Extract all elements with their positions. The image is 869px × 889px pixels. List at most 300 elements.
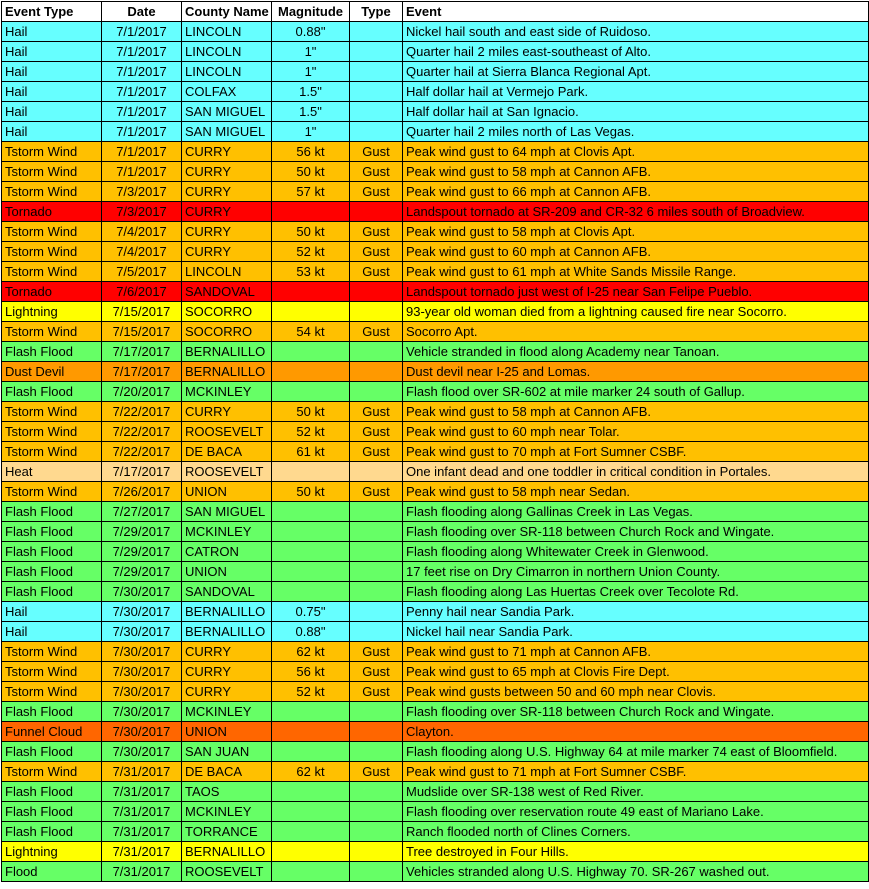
event-type-cell: Hail [2,102,102,122]
table-row [2,702,869,722]
county-cell: CURRY [182,242,272,262]
magnitude-cell: 1" [272,122,350,142]
date-cell: 7/30/2017 [102,742,182,762]
county-cell: TAOS [182,782,272,802]
table-row [2,402,869,422]
county-cell: LINCOLN [182,22,272,42]
magnitude-cell [272,542,350,562]
table-row [2,582,869,602]
type-cell [350,822,403,842]
magnitude-cell: 50 kt [272,402,350,422]
event-description-cell: Peak wind gust to 71 mph at Cannon AFB. [403,642,869,662]
event-description-cell: Vehicles stranded along U.S. Highway 70. SR-267 washed out. [403,862,869,882]
date-cell: 7/1/2017 [102,42,182,62]
table-row [2,442,869,462]
table-row [2,262,869,282]
date-cell: 7/1/2017 [102,162,182,182]
county-cell: CURRY [182,182,272,202]
table-header [2,2,869,22]
event-type-cell: Flash Flood [2,802,102,822]
event-description-cell: Peak wind gusts between 50 and 60 mph near Clovis. [403,682,869,702]
event-type-cell: Heat [2,462,102,482]
type-cell [350,282,403,302]
date-cell: 7/31/2017 [102,862,182,882]
event-description-cell: Mudslide over SR-138 west of Red River. [403,782,869,802]
table-row [2,382,869,402]
event-type-cell: Lightning [2,842,102,862]
magnitude-cell: 50 kt [272,162,350,182]
magnitude-cell: 1" [272,42,350,62]
date-cell: 7/4/2017 [102,222,182,242]
date-cell: 7/31/2017 [102,842,182,862]
table-row [2,182,869,202]
table-row [2,82,869,102]
county-cell: UNION [182,722,272,742]
event-type-cell: Flash Flood [2,702,102,722]
type-cell [350,82,403,102]
county-cell: LINCOLN [182,62,272,82]
type-cell [350,342,403,362]
type-cell [350,202,403,222]
county-cell: COLFAX [182,82,272,102]
date-cell: 7/30/2017 [102,622,182,642]
county-cell: BERNALILLO [182,602,272,622]
event-description-cell: Quarter hail 2 miles east-southeast of Alto. [403,42,869,62]
county-cell: SANDOVAL [182,282,272,302]
event-type-cell: Flash Flood [2,522,102,542]
event-description-cell: Flash flooding over SR-118 between Church Rock and Wingate. [403,522,869,542]
event-description-cell: Flash flooding along Gallinas Creek in Las Vegas. [403,502,869,522]
date-cell: 7/30/2017 [102,722,182,742]
type-cell: Gust [350,482,403,502]
type-cell: Gust [350,142,403,162]
date-cell: 7/1/2017 [102,102,182,122]
table-row [2,122,869,142]
magnitude-cell: 1.5" [272,102,350,122]
header-type: Type [350,2,403,22]
date-cell: 7/22/2017 [102,442,182,462]
county-cell: BERNALILLO [182,622,272,642]
event-type-cell: Hail [2,62,102,82]
county-cell: CURRY [182,162,272,182]
date-cell: 7/29/2017 [102,562,182,582]
event-description-cell: 17 feet rise on Dry Cimarron in northern Union County. [403,562,869,582]
event-description-cell: Flash flood over SR-602 at mile marker 24 south of Gallup. [403,382,869,402]
date-cell: 7/27/2017 [102,502,182,522]
event-type-cell: Tstorm Wind [2,642,102,662]
type-cell: Gust [350,642,403,662]
event-type-cell: Tstorm Wind [2,182,102,202]
event-type-cell: Flash Flood [2,382,102,402]
event-description-cell: Peak wind gust to 58 mph near Sedan. [403,482,869,502]
event-description-cell: Socorro Apt. [403,322,869,342]
table-row [2,302,869,322]
county-cell: MCKINLEY [182,522,272,542]
county-cell: CURRY [182,682,272,702]
event-description-cell: Half dollar hail at San Ignacio. [403,102,869,122]
type-cell [350,802,403,822]
type-cell [350,22,403,42]
date-cell: 7/29/2017 [102,542,182,562]
event-description-cell: Landspout tornado just west of I-25 near San Felipe Pueblo. [403,282,869,302]
table-row [2,222,869,242]
county-cell: CURRY [182,142,272,162]
table-body [2,22,869,882]
type-cell [350,502,403,522]
table-row [2,682,869,702]
event-type-cell: Flash Flood [2,562,102,582]
magnitude-cell: 50 kt [272,222,350,242]
date-cell: 7/30/2017 [102,702,182,722]
magnitude-cell [272,702,350,722]
event-description-cell: Landspout tornado at SR-209 and CR-32 6 miles south of Broadview. [403,202,869,222]
table-row [2,322,869,342]
type-cell: Gust [350,162,403,182]
type-cell [350,42,403,62]
table-row [2,342,869,362]
event-description-cell: Peak wind gust to 71 mph at Fort Sumner CSBF. [403,762,869,782]
table-row [2,742,869,762]
magnitude-cell: 62 kt [272,642,350,662]
type-cell [350,742,403,762]
event-description-cell: Ranch flooded north of Clines Corners. [403,822,869,842]
magnitude-cell [272,462,350,482]
county-cell: LINCOLN [182,262,272,282]
magnitude-cell: 54 kt [272,322,350,342]
magnitude-cell [272,802,350,822]
magnitude-cell: 56 kt [272,142,350,162]
table-row [2,622,869,642]
date-cell: 7/30/2017 [102,642,182,662]
table-row [2,822,869,842]
county-cell: CATRON [182,542,272,562]
date-cell: 7/17/2017 [102,342,182,362]
magnitude-cell [272,822,350,842]
header-row [2,2,869,22]
date-cell: 7/1/2017 [102,22,182,42]
magnitude-cell: 0.88" [272,622,350,642]
event-type-cell: Tstorm Wind [2,142,102,162]
table-row [2,482,869,502]
header-event: Event [403,2,869,22]
event-description-cell: Peak wind gust to 64 mph at Clovis Apt. [403,142,869,162]
type-cell [350,782,403,802]
event-type-cell: Tstorm Wind [2,422,102,442]
county-cell: CURRY [182,202,272,222]
county-cell: MCKINLEY [182,382,272,402]
event-type-cell: Funnel Cloud [2,722,102,742]
type-cell: Gust [350,762,403,782]
event-type-cell: Hail [2,22,102,42]
event-type-cell: Tstorm Wind [2,262,102,282]
table-row [2,562,869,582]
event-type-cell: Tstorm Wind [2,322,102,342]
county-cell: ROOSEVELT [182,862,272,882]
table-row [2,22,869,42]
event-type-cell: Hail [2,602,102,622]
magnitude-cell: 52 kt [272,682,350,702]
type-cell [350,722,403,742]
magnitude-cell [272,562,350,582]
date-cell: 7/30/2017 [102,582,182,602]
type-cell [350,582,403,602]
type-cell [350,702,403,722]
county-cell: CURRY [182,402,272,422]
event-description-cell: Peak wind gust to 70 mph at Fort Sumner CSBF. [403,442,869,462]
table-row [2,502,869,522]
event-type-cell: Hail [2,622,102,642]
date-cell: 7/17/2017 [102,462,182,482]
event-description-cell: Flash flooding over SR-118 between Church Rock and Wingate. [403,702,869,722]
date-cell: 7/15/2017 [102,302,182,322]
date-cell: 7/4/2017 [102,242,182,262]
event-description-cell: Nickel hail near Sandia Park. [403,622,869,642]
magnitude-cell [272,362,350,382]
date-cell: 7/1/2017 [102,122,182,142]
magnitude-cell: 0.75" [272,602,350,622]
event-type-cell: Hail [2,42,102,62]
event-type-cell: Tornado [2,202,102,222]
event-type-cell: Tstorm Wind [2,682,102,702]
event-description-cell: Flash flooding along Las Huertas Creek over Tecolote Rd. [403,582,869,602]
event-description-cell: One infant dead and one toddler in critical condition in Portales. [403,462,869,482]
table-row [2,782,869,802]
county-cell: BERNALILLO [182,362,272,382]
magnitude-cell [272,842,350,862]
event-type-cell: Tstorm Wind [2,222,102,242]
event-type-cell: Hail [2,82,102,102]
date-cell: 7/15/2017 [102,322,182,342]
event-description-cell: Dust devil near I-25 and Lomas. [403,362,869,382]
event-description-cell: 93-year old woman died from a lightning caused fire near Socorro. [403,302,869,322]
magnitude-cell: 0.88" [272,22,350,42]
magnitude-cell: 50 kt [272,482,350,502]
table-row [2,522,869,542]
magnitude-cell [272,782,350,802]
county-cell: BERNALILLO [182,842,272,862]
magnitude-cell [272,382,350,402]
type-cell: Gust [350,262,403,282]
event-type-cell: Flash Flood [2,742,102,762]
date-cell: 7/29/2017 [102,522,182,542]
event-type-cell: Dust Devil [2,362,102,382]
event-description-cell: Peak wind gust to 58 mph at Cannon AFB. [403,162,869,182]
magnitude-cell: 62 kt [272,762,350,782]
type-cell: Gust [350,422,403,442]
event-type-cell: Flash Flood [2,582,102,602]
table-row [2,42,869,62]
magnitude-cell [272,862,350,882]
header-event-type: Event Type [2,2,102,22]
table-row [2,202,869,222]
table-row [2,842,869,862]
magnitude-cell [272,722,350,742]
header-date: Date [102,2,182,22]
event-description-cell: Quarter hail 2 miles north of Las Vegas. [403,122,869,142]
date-cell: 7/20/2017 [102,382,182,402]
type-cell: Gust [350,402,403,422]
county-cell: CURRY [182,222,272,242]
type-cell [350,362,403,382]
type-cell: Gust [350,242,403,262]
date-cell: 7/6/2017 [102,282,182,302]
event-type-cell: Tstorm Wind [2,162,102,182]
table-row [2,242,869,262]
event-type-cell: Flash Flood [2,822,102,842]
type-cell [350,602,403,622]
type-cell [350,622,403,642]
header-magnitude: Magnitude [272,2,350,22]
county-cell: SANDOVAL [182,582,272,602]
magnitude-cell: 52 kt [272,242,350,262]
date-cell: 7/30/2017 [102,662,182,682]
magnitude-cell [272,582,350,602]
event-type-cell: Flash Flood [2,782,102,802]
table-row [2,542,869,562]
type-cell [350,62,403,82]
event-description-cell: Peak wind gust to 66 mph at Cannon AFB. [403,182,869,202]
date-cell: 7/31/2017 [102,762,182,782]
county-cell: UNION [182,482,272,502]
table-row [2,862,869,882]
county-cell: MCKINLEY [182,802,272,822]
date-cell: 7/5/2017 [102,262,182,282]
county-cell: SAN JUAN [182,742,272,762]
date-cell: 7/17/2017 [102,362,182,382]
event-description-cell: Flash flooding along Whitewater Creek in Glenwood. [403,542,869,562]
type-cell: Gust [350,682,403,702]
event-type-cell: Hail [2,122,102,142]
type-cell [350,842,403,862]
table-row [2,602,869,622]
event-type-cell: Flash Flood [2,502,102,522]
county-cell: SOCORRO [182,322,272,342]
type-cell: Gust [350,222,403,242]
table-row [2,722,869,742]
magnitude-cell: 61 kt [272,442,350,462]
magnitude-cell [272,522,350,542]
county-cell: ROOSEVELT [182,422,272,442]
event-description-cell: Tree destroyed in Four Hills. [403,842,869,862]
event-description-cell: Quarter hail at Sierra Blanca Regional Apt. [403,62,869,82]
event-type-cell: Tstorm Wind [2,482,102,502]
county-cell: UNION [182,562,272,582]
magnitude-cell: 56 kt [272,662,350,682]
magnitude-cell [272,282,350,302]
event-description-cell: Peak wind gust to 65 mph at Clovis Fire Dept. [403,662,869,682]
table-row [2,282,869,302]
table-row [2,362,869,382]
event-type-cell: Flash Flood [2,342,102,362]
magnitude-cell [272,502,350,522]
table-row [2,462,869,482]
county-cell: SAN MIGUEL [182,102,272,122]
table-row [2,142,869,162]
magnitude-cell: 1" [272,62,350,82]
date-cell: 7/31/2017 [102,782,182,802]
type-cell [350,382,403,402]
county-cell: LINCOLN [182,42,272,62]
county-cell: SAN MIGUEL [182,502,272,522]
event-description-cell: Vehicle stranded in flood along Academy near Tanoan. [403,342,869,362]
event-description-cell: Half dollar hail at Vermejo Park. [403,82,869,102]
event-description-cell: Penny hail near Sandia Park. [403,602,869,622]
magnitude-cell [272,302,350,322]
type-cell: Gust [350,442,403,462]
table-row [2,802,869,822]
event-type-cell: Tornado [2,282,102,302]
event-type-cell: Tstorm Wind [2,442,102,462]
type-cell [350,522,403,542]
magnitude-cell [272,202,350,222]
date-cell: 7/1/2017 [102,142,182,162]
event-type-cell: Flash Flood [2,542,102,562]
date-cell: 7/31/2017 [102,822,182,842]
county-cell: MCKINLEY [182,702,272,722]
event-description-cell: Peak wind gust to 60 mph at Cannon AFB. [403,242,869,262]
date-cell: 7/26/2017 [102,482,182,502]
event-type-cell: Tstorm Wind [2,762,102,782]
event-type-cell: Tstorm Wind [2,242,102,262]
event-description-cell: Flash flooding over reservation route 49 east of Mariano Lake. [403,802,869,822]
storm-events-table [1,1,869,882]
magnitude-cell: 1.5" [272,82,350,102]
event-type-cell: Lightning [2,302,102,322]
magnitude-cell: 57 kt [272,182,350,202]
type-cell [350,122,403,142]
type-cell [350,102,403,122]
county-cell: CURRY [182,662,272,682]
county-cell: CURRY [182,642,272,662]
event-description-cell: Nickel hail south and east side of Ruidoso. [403,22,869,42]
type-cell: Gust [350,182,403,202]
table-row [2,422,869,442]
event-type-cell: Tstorm Wind [2,402,102,422]
header-county-name: County Name [182,2,272,22]
magnitude-cell [272,342,350,362]
county-cell: SAN MIGUEL [182,122,272,142]
event-description-cell: Clayton. [403,722,869,742]
event-description-cell: Peak wind gust to 58 mph at Clovis Apt. [403,222,869,242]
county-cell: SOCORRO [182,302,272,322]
table-row [2,102,869,122]
event-description-cell: Peak wind gust to 60 mph near Tolar. [403,422,869,442]
magnitude-cell: 53 kt [272,262,350,282]
type-cell: Gust [350,322,403,342]
event-description-cell: Flash flooding along U.S. Highway 64 at mile marker 74 east of Bloomfield. [403,742,869,762]
date-cell: 7/3/2017 [102,182,182,202]
table-row [2,642,869,662]
magnitude-cell: 52 kt [272,422,350,442]
date-cell: 7/30/2017 [102,682,182,702]
magnitude-cell [272,742,350,762]
table-row [2,162,869,182]
type-cell [350,462,403,482]
type-cell [350,302,403,322]
table-row [2,62,869,82]
type-cell [350,562,403,582]
date-cell: 7/31/2017 [102,802,182,822]
county-cell: ROOSEVELT [182,462,272,482]
event-description-cell: Peak wind gust to 58 mph at Cannon AFB. [403,402,869,422]
date-cell: 7/3/2017 [102,202,182,222]
type-cell: Gust [350,662,403,682]
table-row [2,662,869,682]
date-cell: 7/22/2017 [102,402,182,422]
date-cell: 7/30/2017 [102,602,182,622]
date-cell: 7/1/2017 [102,82,182,102]
county-cell: DE BACA [182,442,272,462]
